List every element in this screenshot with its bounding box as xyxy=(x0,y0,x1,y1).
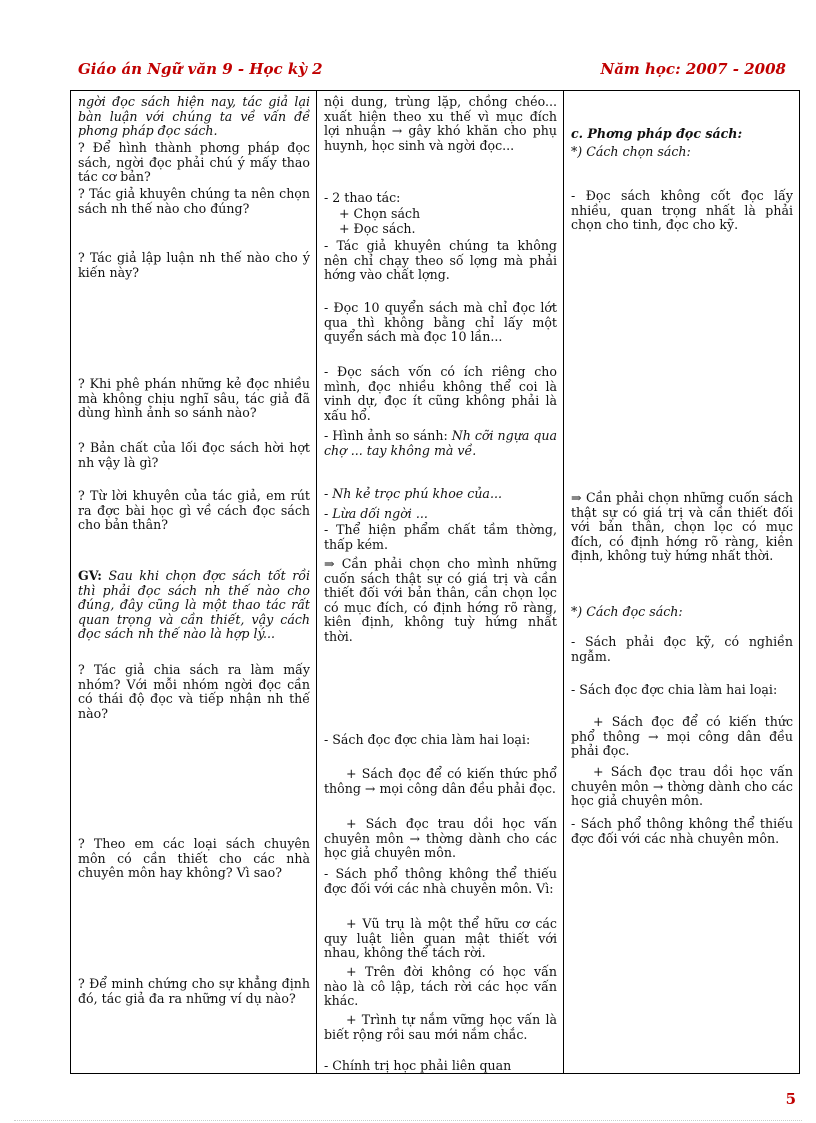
c3-text: + Sách đọc trau dồi học vấn chuyên môn → thờng dành cho các học giả chuyên môn. xyxy=(571,764,793,808)
c2-text: + Trình tự nắm vững học vấn là biết rộng rồi sau mới nắm chắc. xyxy=(324,1012,557,1042)
c2-text: + Sách đọc để có kiến thức phổ thông → mọi công dân đều phải đọc. xyxy=(324,766,557,796)
column-answers xyxy=(317,91,564,1073)
c2-text: + Sách đọc trau dồi học vấn chuyên môn → thờng dành cho các học giả chuyên môn. xyxy=(324,816,557,860)
c3-subheading: *) Cách đọc sách: xyxy=(571,604,683,619)
column-questions xyxy=(71,91,317,1073)
c2-text: - Sách đọc đợc chia làm hai loại: xyxy=(324,732,531,747)
c2-comparison-quote: Nh cỡi ngựa qua chợ ... tay không mà về. xyxy=(324,428,558,458)
footer-rule xyxy=(14,1120,802,1121)
c2-text: - Lừa dối ngời ... xyxy=(324,506,428,521)
c3-heading: c. Phơng pháp đọc sách: xyxy=(571,126,743,141)
c1-question: ? Tác giả khuyên chúng ta nên chọn sách nh thế nào cho đúng? xyxy=(78,186,310,216)
c2-text: - Nh kẻ trọc phú khoe của... xyxy=(324,486,502,501)
c3-text: - Sách phổ thông không thể thiếu đợc đối với các nhà chuyên môn. xyxy=(571,816,793,846)
c2-text: - Thể hiện phẩm chất tầm thờng, thấp kém. xyxy=(324,522,557,552)
c3-text: - Sách đọc đợc chia làm hai loại: xyxy=(571,682,778,697)
c1-question: ? Tác giả chia sách ra làm mấy nhóm? Với mỗi nhóm ngời đọc cần có thái độ đọc và tiếp nhận nh thế nào? xyxy=(78,662,310,721)
c1-teacher-note xyxy=(78,569,310,642)
c2-text: - Đọc sách vốn có ích riêng cho mình, đọc nhiều không thể coi là vinh dự, đọc ít cũng không phải là xấu hổ. xyxy=(324,364,557,423)
c1-question: ? Bản chất của lối đọc sách hời hợt nh vậy là gì? xyxy=(78,440,310,470)
header-right: Năm học: 2007 - 2008 xyxy=(600,60,786,78)
header-left: Giáo án Ngữ văn 9 - Học kỳ 2 xyxy=(78,60,323,78)
c1-intro: ngời đọc sách hiện nay, tác giả lại bàn luận với chúng ta về vấn đề phơng pháp đọc sách. xyxy=(78,94,310,138)
c3-conclusion: ⇒ Cần phải chọn những cuốn sách thật sự có giá trị và cần thiết đối với bản thân, chọn lọc có mục đích, có định hớng rõ ràng, kiên định, không tuỳ hứng nhất thời. xyxy=(571,490,793,563)
lesson-table xyxy=(70,90,800,1074)
c2-text: + Chọn sách xyxy=(339,206,421,221)
c2-comparison-label: - Hình ảnh so sánh: xyxy=(324,428,448,443)
c2-text: + Đọc sách. xyxy=(339,221,416,236)
c2-text: - Đọc 10 quyển sách mà chỉ đọc lớt qua thì không bằng chỉ lấy một quyển sách mà đọc 10 lần... xyxy=(324,300,557,344)
c2-comparison xyxy=(324,429,557,458)
c2-text: - 2 thao tác: xyxy=(324,190,401,205)
page-number: 5 xyxy=(785,1090,796,1108)
c1-question: ? Khi phê phán những kẻ đọc nhiều mà không chịu nghĩ sâu, tác giả đã dùng hình ảnh so sánh nào? xyxy=(78,376,310,420)
c1-question: ? Theo em các loại sách chuyên môn có cần thiết cho các nhà chuyên môn hay không? Vì sao? xyxy=(78,836,310,880)
c2-text: - Chính trị học phải liên quan xyxy=(324,1058,512,1073)
c2-text: - Tác giả khuyên chúng ta không nên chỉ chạy theo số lợng mà phải hớng vào chất lợng. xyxy=(324,238,557,282)
column-notes xyxy=(564,91,799,1073)
c2-text: nội dung, trùng lặp, chồng chéo... xuất hiện theo xu thế vì mục đích lợi nhuận → gây khó khăn cho phụ huynh, học sinh và ngời đọc... xyxy=(324,94,557,153)
c1-question: ? Để hình thành phơng pháp đọc sách, ngời đọc phải chú ý mấy thao tác cơ bản? xyxy=(78,140,310,184)
c1-question: ? Từ lời khuyên của tác giả, em rút ra đợc bài học gì về cách đọc sách cho bản thân? xyxy=(78,488,310,532)
c2-text: + Trên đời không có học vấn nào là cô lập, tách rời các học vấn khác. xyxy=(324,964,557,1008)
teacher-label: GV: xyxy=(78,568,102,583)
c2-text: + Vũ trụ là một thể hữu cơ các quy luật liên quan mật thiết với nhau, không thể tách rời. xyxy=(324,916,557,960)
c3-subheading: *) Cách chọn sách: xyxy=(571,144,691,159)
teacher-text: Sau khi chọn đợc sách tốt rồi thì phải đọc sách nh thế nào cho đúng, đây cũng là một thao tác rất quan trọng và cần thiết, vậy cách đọc sách nh thế nào là hợp lý... xyxy=(78,568,310,641)
c1-question: ? Để minh chứng cho sự khẳng định đó, tác giả đa ra những ví dụ nào? xyxy=(78,976,310,1006)
c3-text: - Sách phải đọc kỹ, có nghiền ngẫm. xyxy=(571,634,793,664)
c1-question: ? Tác giả lập luận nh thế nào cho ý kiến này? xyxy=(78,250,310,280)
c2-conclusion: ⇒ Cần phải chọn cho mình những cuốn sách thật sự có giá trị và cần thiết đối với bản thân, cần chọn lọc có mục đích, có định hớng rõ ràng, kiên định, không tuỳ hứng nhất thời. xyxy=(324,556,557,644)
c2-text: - Sách phổ thông không thể thiếu đợc đối với các nhà chuyên môn. Vì: xyxy=(324,866,557,896)
c3-text: - Đọc sách không cốt đọc lấy nhiều, quan trọng nhất là phải chọn cho tinh, đọc cho kỹ. xyxy=(571,188,793,232)
c3-text: + Sách đọc để có kiến thức phổ thông → mọi công dân đều phải đọc. xyxy=(571,714,793,758)
